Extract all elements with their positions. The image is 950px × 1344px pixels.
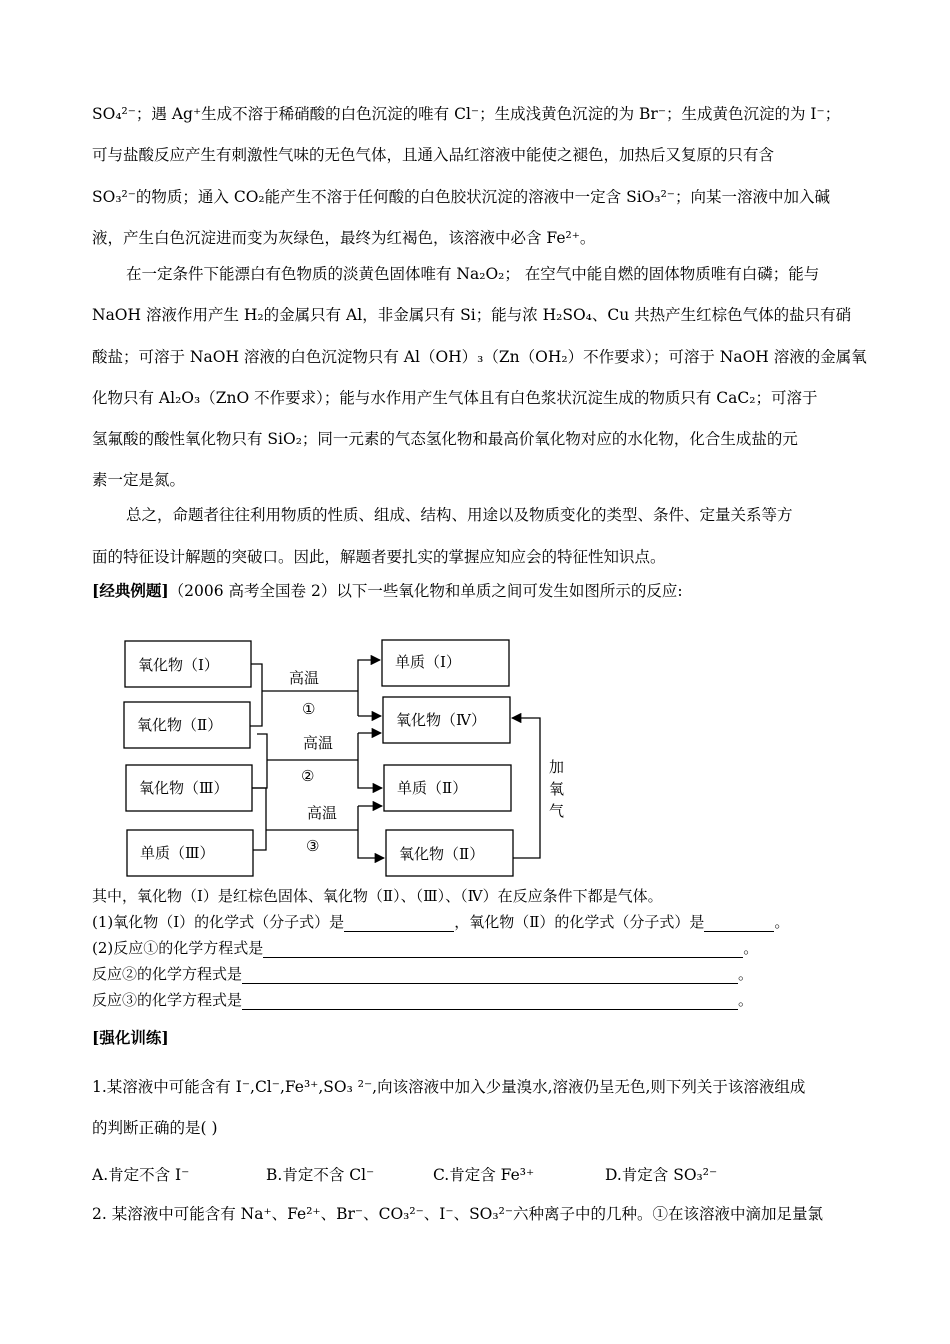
option-a[interactable]: A.肯定不含 I⁻ (92, 1166, 190, 1184)
question-4-end: 。 (738, 991, 754, 1009)
training-heading: [强化训练] (92, 1028, 169, 1047)
paragraph2-line1: 在一定条件下能漂白有色物质的淡黄色固体唯有 Na₂O₂； 在空气中能自燃的固体物质唯有白磷；能与 (126, 265, 820, 283)
question-2-end: 。 (743, 939, 759, 957)
paragraph2-line5: 氢氟酸的酸性氧化物只有 SiO₂；同一元素的气态氢化物和最高价氧化物对应的水化物，化合生成盐的元 (92, 430, 798, 448)
question-1-part-a: (1)氧化物（Ⅰ）的化学式（分子式）是 (92, 913, 345, 931)
paragraph3-line1: 总之，命题者往往利用物质的性质、组成、结构、用途以及物质变化的类型、条件、定量关系等方 (126, 506, 793, 524)
condition-3: 高温 (307, 804, 338, 822)
arrow-add-oxygen (512, 718, 540, 858)
example-label: [经典例题] (92, 581, 169, 600)
option-c[interactable]: C.肯定含 Fe³⁺ (433, 1166, 535, 1184)
label-oxide4: 氧化物（Ⅳ） (396, 711, 486, 729)
question-4-text: 反应③的化学方程式是 (92, 991, 243, 1009)
arrow-to-element2 (358, 733, 382, 788)
bracket-2 (252, 734, 267, 788)
number-3: ③ (306, 837, 320, 855)
label-oxide1: 氧化物（Ⅰ） (138, 656, 219, 674)
paragraph1-line2: 可与盐酸反应产生有刺激性气味的无色气体，且通入品红溶液中能使之褪色，加热后又复原的只有含 (92, 146, 775, 164)
condition-1: 高温 (289, 669, 320, 687)
training-item2-line1: 2. 某溶液中可能含有 Na⁺、Fe²⁺、Br⁻、CO₃²⁻、I⁻、SO₃²⁻六种离子中的几种。①在该溶液中滴加足量氯 (92, 1205, 824, 1223)
side-label-2: 氧 (549, 780, 565, 798)
arrow-to-element1 (358, 660, 380, 716)
question-3 (92, 964, 862, 984)
bracket-1 (250, 664, 262, 726)
answer-blank-reaction1[interactable] (263, 942, 743, 958)
paragraph1-line4: 液，产生白色沉淀进而变为灰绿色，最终为红褐色，该溶液中必含 Fe²⁺。 (92, 229, 596, 247)
paragraph1-line1: SO₄²⁻；遇 Ag⁺生成不溶于稀硝酸的白色沉淀的唯有 Cl⁻；生成浅黄色沉淀的为 Br⁻；生成黄色沉淀的为 I⁻； (92, 105, 841, 123)
question-1-end: 。 (774, 913, 790, 931)
number-1: ① (302, 700, 316, 718)
question-3-text: 反应②的化学方程式是 (92, 965, 243, 983)
answer-blank-reaction3[interactable] (242, 994, 738, 1010)
question-2 (92, 938, 862, 958)
answer-blank-oxide2[interactable] (704, 916, 774, 932)
question-intro: 其中，氧化物（Ⅰ）是红棕色固体、氧化物（Ⅱ）、（Ⅲ）、（Ⅳ）在反应条件下都是气体。 (92, 887, 663, 905)
paragraph2-line4: 化物只有 Al₂O₃（ZnO 不作要求）；能与水作用产生气体且有白色浆状沉淀生成的物质只有 CaC₂；可溶于 (92, 389, 818, 407)
example-text: （2006 高考全国卷 2）以下一些氧化物和单质之间可发生如图所示的反应: (168, 582, 683, 600)
answer-blank-reaction2[interactable] (242, 968, 738, 984)
side-label-1: 加 (549, 758, 565, 776)
question-1 (92, 912, 862, 932)
label-element1: 单质（Ⅰ） (395, 653, 461, 671)
question-4 (92, 990, 862, 1010)
question-3-end: 。 (738, 965, 754, 983)
label-oxide2: 氧化物（Ⅱ） (137, 716, 223, 734)
paragraph2-line2: NaOH 溶液作用产生 H₂的金属只有 Al，非金属只有 Si；能与浓 H₂SO₄、Cu 共热产生红棕色气体的盐只有硝 (92, 306, 852, 324)
label-element2: 单质（Ⅱ） (397, 779, 468, 797)
training-item1-line1: 1.某溶液中可能含有 I⁻,Cl⁻,Fe³⁺,SO₃ ²⁻,向该溶液中加入少量溴水,溶液仍呈无色,则下列关于该溶液组成 (92, 1078, 806, 1096)
training-item1-line2: 的判断正确的是( ) (92, 1119, 218, 1137)
label-oxide3: 氧化物（Ⅲ） (139, 779, 229, 797)
label-element3: 单质（Ⅲ） (140, 844, 215, 862)
side-label-3: 气 (549, 802, 565, 820)
label-oxide2b: 氧化物（Ⅱ） (399, 845, 485, 863)
question-2-text: (2)反应①的化学方程式是 (92, 939, 264, 957)
paragraph2-line6: 素一定是氮。 (92, 471, 186, 489)
condition-2: 高温 (303, 734, 334, 752)
option-d[interactable]: D.肯定含 SO₃²⁻ (605, 1166, 718, 1184)
option-b[interactable]: B.肯定不含 Cl⁻ (266, 1166, 375, 1184)
paragraph3-line2: 面的特征设计解题的突破口。因此，解题者要扎实的掌握应知应会的特征性知识点。 (92, 548, 666, 566)
arrow-to-oxide2b (358, 806, 384, 858)
paragraph1-line3: SO₃²⁻的物质；通入 CO₂能产生不溶于任何酸的白色胶状沉淀的溶液中一定含 SiO₃²⁻；向某一溶液中加入碱 (92, 188, 830, 206)
bracket-3 (252, 788, 266, 850)
answer-blank-oxide1[interactable] (344, 916, 454, 932)
number-2: ② (301, 767, 315, 785)
question-1-part-b: ，氧化物（Ⅱ）的化学式（分子式）是 (454, 913, 705, 931)
paragraph2-line3: 酸盐；可溶于 NaOH 溶液的白色沉淀物只有 Al（OH）₃（Zn（OH₂）不作要求）；可溶于 NaOH 溶液的金属氧 (92, 348, 867, 366)
